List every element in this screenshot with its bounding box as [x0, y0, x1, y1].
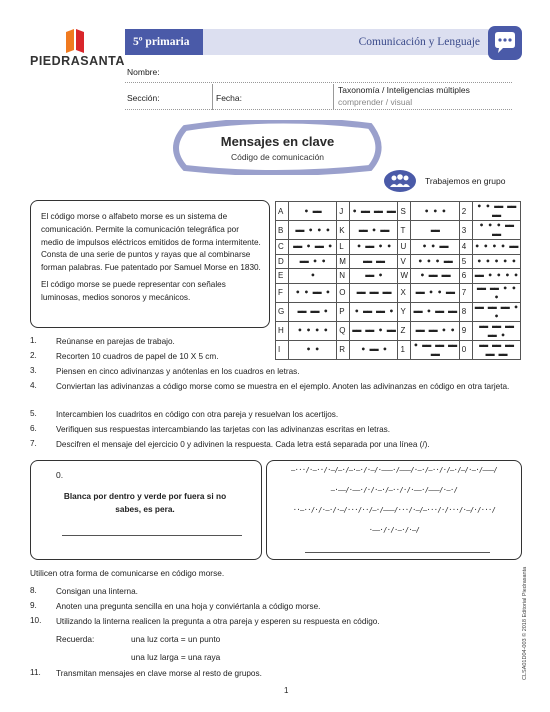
morse-table-row	[276, 269, 521, 284]
morse-code: • • • ▬▬	[411, 254, 459, 269]
morse-letter: 6	[459, 269, 472, 284]
morse-code: ▬▬ • • •	[288, 221, 336, 240]
field-divider	[333, 84, 334, 110]
morse-code: • ▬▬ ▬▬ •	[350, 302, 398, 321]
instruction-item	[30, 586, 540, 598]
page-number: 1	[284, 686, 289, 695]
morse-letter: I	[276, 340, 289, 359]
instruction-item	[30, 381, 540, 405]
instruction-item	[30, 616, 540, 628]
morse-letter: E	[276, 269, 289, 284]
field-divider	[212, 84, 213, 110]
morse-code: ▬▬ • •	[288, 254, 336, 269]
morse-message-line: ·––·/·/·–·/·–/	[368, 526, 420, 534]
example-riddle-text: Blanca por dentro y verde por fuera si no sabes, es pera.	[63, 491, 227, 514]
morse-letter: 8	[459, 302, 472, 321]
morse-letter: J	[337, 202, 350, 221]
instruction-number: 3.	[30, 366, 37, 375]
morse-code: ▬▬ ▬▬ • • •	[472, 283, 520, 302]
instruction-number: 4.	[30, 381, 37, 390]
morse-code: ▬▬ • • ▬▬	[411, 283, 459, 302]
morse-code: • ▬▬ •	[350, 340, 398, 359]
morse-code: •	[288, 269, 336, 284]
activity-title: Mensajes en clave	[220, 134, 335, 149]
morse-code: • ▬▬ ▬▬	[411, 269, 459, 284]
intro-paragraph: El código morse o alfabeto morse es un sistema de comunicación. Permite la comunicación telegráfica por medio de impulsos eléctricos emitidos de forma intermitente. Consta de una serie de puntos y rayas que al combinarse forman palabras. Fue patentado por Samuel Morse en 1830.	[41, 212, 261, 273]
book-logo-icon	[62, 28, 88, 54]
morse-code: • • ▬▬	[411, 240, 459, 255]
example-number: 0.	[56, 470, 64, 480]
morse-table-row	[276, 302, 521, 321]
subject-label: Comunicación y Lenguaje	[358, 36, 480, 48]
morse-letter: 1	[398, 340, 411, 359]
remember-dash: una luz larga = una raya	[131, 652, 221, 662]
morse-code: • • ▬▬ •	[288, 283, 336, 302]
instruction-number: 9.	[30, 601, 37, 610]
instruction-text: Utilizando la linterna realicen la pregunta a otra pareja y esperen su respuesta en código.	[56, 617, 380, 626]
publisher-logo: PIEDRASANTA	[30, 54, 125, 68]
morse-letter: 9	[459, 321, 472, 340]
morse-letter: N	[337, 269, 350, 284]
instruction-text: Descifren el mensaje del ejercicio 0 y adivinen la respuesta. Cada letra está separada por una línea (/).	[56, 440, 430, 449]
taxonomy-label: Taxonomía / Inteligencias múltiples	[338, 85, 470, 95]
section-label: Sección:	[127, 93, 160, 103]
speech-bubble-icon	[487, 25, 523, 61]
morse-letter: W	[398, 269, 411, 284]
extra-intro: Utilicen otra forma de comunicarse en código morse.	[30, 568, 225, 578]
morse-code: ▬▬ ▬▬ ▬▬ ▬▬ ▬▬	[472, 340, 520, 359]
morse-table-row	[276, 240, 521, 255]
instruction-text: Anoten una pregunta sencilla en una hoja y conviértanla a código morse.	[56, 602, 321, 611]
morse-letter: Z	[398, 321, 411, 340]
morse-letter: C	[276, 240, 289, 255]
morse-letter: Q	[337, 321, 350, 340]
morse-code: ▬▬ • ▬▬ ▬▬	[411, 302, 459, 321]
morse-code: • ▬▬ ▬▬ ▬▬	[350, 202, 398, 221]
morse-letter: O	[337, 283, 350, 302]
grade-label: 5º primaria	[125, 29, 203, 55]
instruction-text: Intercambien los cuadritos en código con otra pareja y resuelvan los acertijos.	[56, 410, 339, 419]
instruction-number: 7.	[30, 439, 37, 448]
instruction-item	[30, 668, 530, 680]
instruction-text: Reúnanse en parejas de trabajo.	[56, 337, 175, 346]
instruction-text: Consigan una linterna.	[56, 587, 138, 596]
morse-message-line: ··–··/·/·–·/·–/···/··/–·/–––/···/·–/–···/·/···/·–/·/···/	[292, 506, 496, 514]
instruction-number: 8.	[30, 586, 37, 595]
intro-box	[30, 200, 270, 328]
morse-code: ▬▬ • • • •	[472, 269, 520, 284]
taxonomy-value: comprender / visual	[338, 97, 413, 107]
instruction-text: Recorten 10 cuadros de papel de 10 X 5 cm.	[56, 352, 219, 361]
instruction-number: 6.	[30, 424, 37, 433]
morse-letter: 7	[459, 283, 472, 302]
answer-line[interactable]	[305, 552, 490, 553]
answer-line[interactable]	[62, 535, 242, 536]
morse-code: ▬▬ • ▬▬	[350, 221, 398, 240]
morse-letter: G	[276, 302, 289, 321]
morse-letter: L	[337, 240, 350, 255]
name-label: Nombre:	[127, 67, 160, 77]
remember-label: Recuerda:	[56, 634, 95, 644]
morse-table-row	[276, 202, 521, 221]
instruction-text: Conviertan las adivinanzas a código morse como se muestra en el ejemplo. Anoten las adivinanzas en código en otra tarjeta.	[56, 382, 510, 391]
morse-code: ▬▬	[411, 221, 459, 240]
morse-message-line: –·––/·––·/·/·–·/–··/·/·––·/–––/·–·/	[330, 486, 458, 494]
morse-code: ▬▬ •	[350, 269, 398, 284]
morse-code: • • • ▬▬ ▬▬	[472, 221, 520, 240]
remember-dot: una luz corta = un punto	[131, 634, 221, 644]
morse-letter: M	[337, 254, 350, 269]
instruction-number: 2.	[30, 351, 37, 360]
morse-letter: 5	[459, 254, 472, 269]
morse-code: ▬▬ ▬▬ ▬▬ ▬▬ •	[472, 321, 520, 340]
section-field[interactable]	[125, 109, 512, 110]
morse-letter: V	[398, 254, 411, 269]
morse-code: • • ▬▬ ▬▬ ▬▬	[472, 202, 520, 221]
morse-code: ▬▬ ▬▬ ▬▬ • •	[472, 302, 520, 321]
morse-code: • ▬▬	[288, 202, 336, 221]
instruction-text: Piensen en cinco adivinanzas y anótenlas en los cuadros en letras.	[56, 367, 300, 376]
morse-letter: Y	[398, 302, 411, 321]
date-label: Fecha:	[216, 93, 242, 103]
morse-letter: P	[337, 302, 350, 321]
morse-code: ▬▬ ▬▬ •	[288, 302, 336, 321]
morse-letter: S	[398, 202, 411, 221]
morse-letter: R	[337, 340, 350, 359]
intro-paragraph: El código morse se puede representar con señales luminosas, medios sonoros y mecánicos.	[41, 279, 226, 302]
group-work-label: Trabajemos en grupo	[425, 176, 506, 186]
morse-code: ▬▬ ▬▬ • ▬▬	[350, 321, 398, 340]
morse-code: • • • •	[288, 321, 336, 340]
morse-letter: 0	[459, 340, 472, 359]
instruction-text: Verifiquen sus respuestas intercambiando las tarjetas con las adivinanzas escritas en letras.	[56, 425, 391, 434]
morse-code: • • • • ▬▬	[472, 240, 520, 255]
instruction-item	[30, 601, 540, 613]
morse-table-row	[276, 221, 521, 240]
morse-letter: X	[398, 283, 411, 302]
morse-table-row	[276, 283, 521, 302]
instruction-number: 1.	[30, 336, 37, 345]
morse-letter: T	[398, 221, 411, 240]
morse-letter: U	[398, 240, 411, 255]
morse-code: ▬▬ ▬▬ ▬▬	[350, 283, 398, 302]
morse-code: • • • • •	[472, 254, 520, 269]
morse-letter: K	[337, 221, 350, 240]
morse-table-row	[276, 254, 521, 269]
copyright-code: CLSA01D04-003 © 2018 Editorial Piedrasanta	[522, 566, 528, 680]
morse-letter: H	[276, 321, 289, 340]
group-icon	[384, 170, 416, 192]
morse-code: • ▬▬ ▬▬ ▬▬ ▬▬	[411, 340, 459, 359]
morse-code: • • •	[411, 202, 459, 221]
activity-subtitle: Código de comunicación	[230, 152, 325, 162]
morse-letter: 4	[459, 240, 472, 255]
morse-letter: B	[276, 221, 289, 240]
morse-letter: 3	[459, 221, 472, 240]
morse-code: • •	[288, 340, 336, 359]
morse-code: • ▬▬ • •	[350, 240, 398, 255]
instruction-number: 11.	[30, 668, 41, 677]
morse-letter: D	[276, 254, 289, 269]
instruction-number: 5.	[30, 409, 37, 418]
name-field[interactable]	[125, 82, 512, 83]
morse-message-line: –···/·–··/·–/–·/–·–·/·–/·–––·/–––/·–·/–··/·/–·/–/·–·/–––/	[290, 466, 498, 474]
morse-code: ▬▬ • ▬▬ •	[288, 240, 336, 255]
morse-letter: F	[276, 283, 289, 302]
morse-code: ▬▬ ▬▬ • •	[411, 321, 459, 340]
morse-code: ▬▬ ▬▬	[350, 254, 398, 269]
morse-letter: A	[276, 202, 289, 221]
instruction-number: 10.	[30, 616, 42, 625]
instruction-text: Transmitan mensajes en clave morse al resto de grupos.	[56, 669, 262, 678]
morse-letter: 2	[459, 202, 472, 221]
